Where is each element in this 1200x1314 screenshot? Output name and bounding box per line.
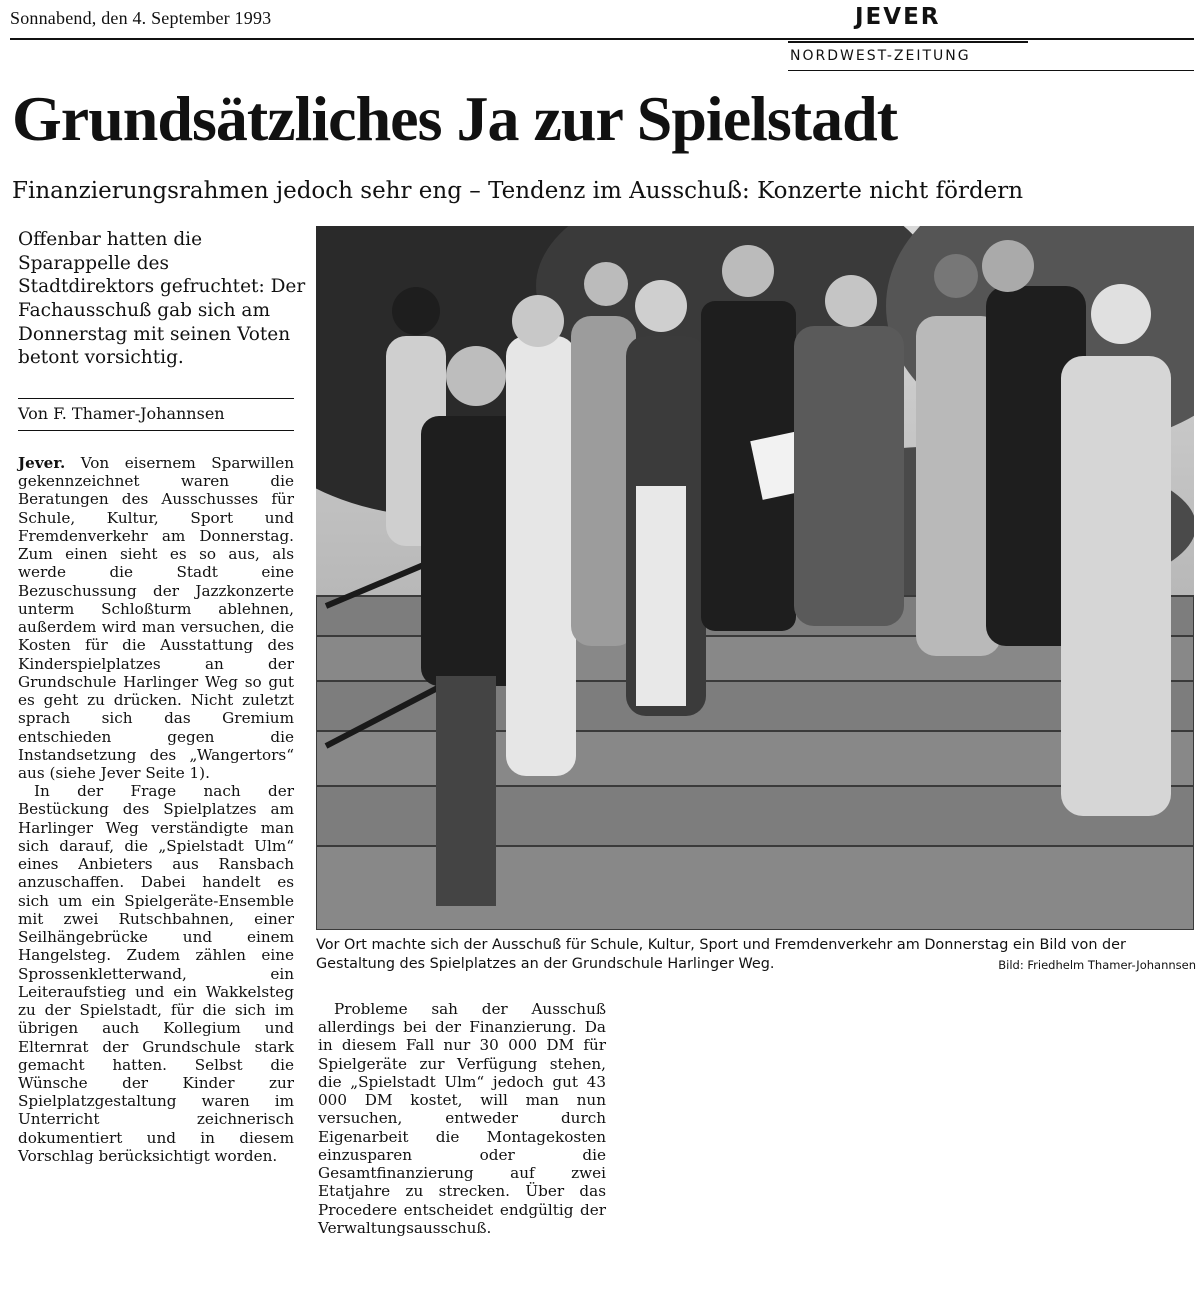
body-paragraph: Probleme sah der Ausschuß allerdings bei der Finanzierung. Da in diesem Fall nur 30 000 DM für Spielgeräte zur Verfügung stehen, die „Spielstadt Ulm“ jedoch gut 43 000 DM kostet, will man nun versuchen, entweder durch Eigenarbeit die Montagekosten einzusparen oder die Gesamtfinanzierung auf zwei Etatjahre zu strecken. Über das Procedere entscheidet endgültig der Verwaltungsausschuß.	[318, 1000, 606, 1237]
caption-text: Vor Ort machte sich der Ausschuß für Schule, Kultur, Sport und Fremdenverkehr am Donnerstag ein Bild von der Gestaltung des Spielplatzes an der Grundschule Harlinger Weg.	[316, 937, 1126, 973]
top-rule	[10, 38, 1194, 40]
article-column-2	[318, 1000, 606, 1237]
masthead-city: JEVER	[855, 4, 941, 30]
lead-paragraph: Offenbar hatten die Sparappelle des Stadtdirektors gefruchtet: Der Fachausschuß gab sich am Donnerstag mit seinen Voten betont vorsichtig.	[18, 229, 306, 369]
article-column-1	[18, 454, 294, 1165]
byline-rule	[18, 430, 294, 431]
masthead-paper: NORDWEST-ZEITUNG	[790, 48, 971, 64]
place-marker: Jever.	[18, 454, 66, 472]
body-paragraph	[18, 454, 294, 782]
photo-illustration	[316, 226, 1194, 930]
byline-rule	[18, 398, 294, 399]
photo-caption	[316, 936, 1196, 974]
subheadline: Finanzierungsrahmen jedoch sehr eng – Tendenz im Ausschuß: Konzerte nicht fördern	[12, 178, 1024, 204]
body-paragraph: In der Frage nach der Bestückung des Spielplatzes am Harlinger Weg verständigte man sich darauf, die „Spielstadt Ulm“ eines Anbieters aus Ransbach anzuschaffen. Dabei handelt es sich um ein Spielgeräte-Ensemble mit zwei Rutschbahnen, einer Seilhängebrücke und einem Hangelsteg. Zudem zählen eine Sprossenkletterwand, ein Leiteraufstieg und ein Wakkelsteg zu der Spielstadt, für die sich im übrigen auch Kollegium und Elternrat der Grundschule stark gemacht hatten. Selbst die Wünsche der Kinder zur Spielplatzgestaltung waren im Unterricht zeichnerisch dokumentiert und in diesem Vorschlag berücksichtigt worden.	[18, 782, 294, 1165]
headline: Grundsätzliches Ja zur Spielstadt	[12, 83, 897, 154]
photo-credit: Bild: Friedhelm Thamer-Johannsen	[998, 958, 1196, 973]
news-photo	[316, 226, 1194, 930]
byline: Von F. Thamer-Johannsen	[18, 404, 225, 423]
masthead-rule	[788, 41, 1028, 43]
dateline: Sonnabend, den 4. September 1993	[10, 8, 272, 28]
body-text: Von eisernem Sparwillen gekennzeichnet waren die Beratungen des Ausschusses für Schule, Kultur, Sport und Fremdenverkehr am Donnerstag. Zum einen sieht es so aus, als werde die Stadt eine Bezuschussung der Jazzkonzerte unterm Schloßturm ablehnen, außerdem wird man versuchen, die Kosten für die Ausstattung des Kinderspielplatzes an der Grundschule Harlinger Weg so gut es geht zu drücken. Nicht zuletzt sprach sich das Gremium entschieden gegen die Instandsetzung des „Wangertors“ aus (siehe Jever Seite 1).	[18, 454, 295, 782]
masthead-bottom-rule	[788, 70, 1194, 71]
